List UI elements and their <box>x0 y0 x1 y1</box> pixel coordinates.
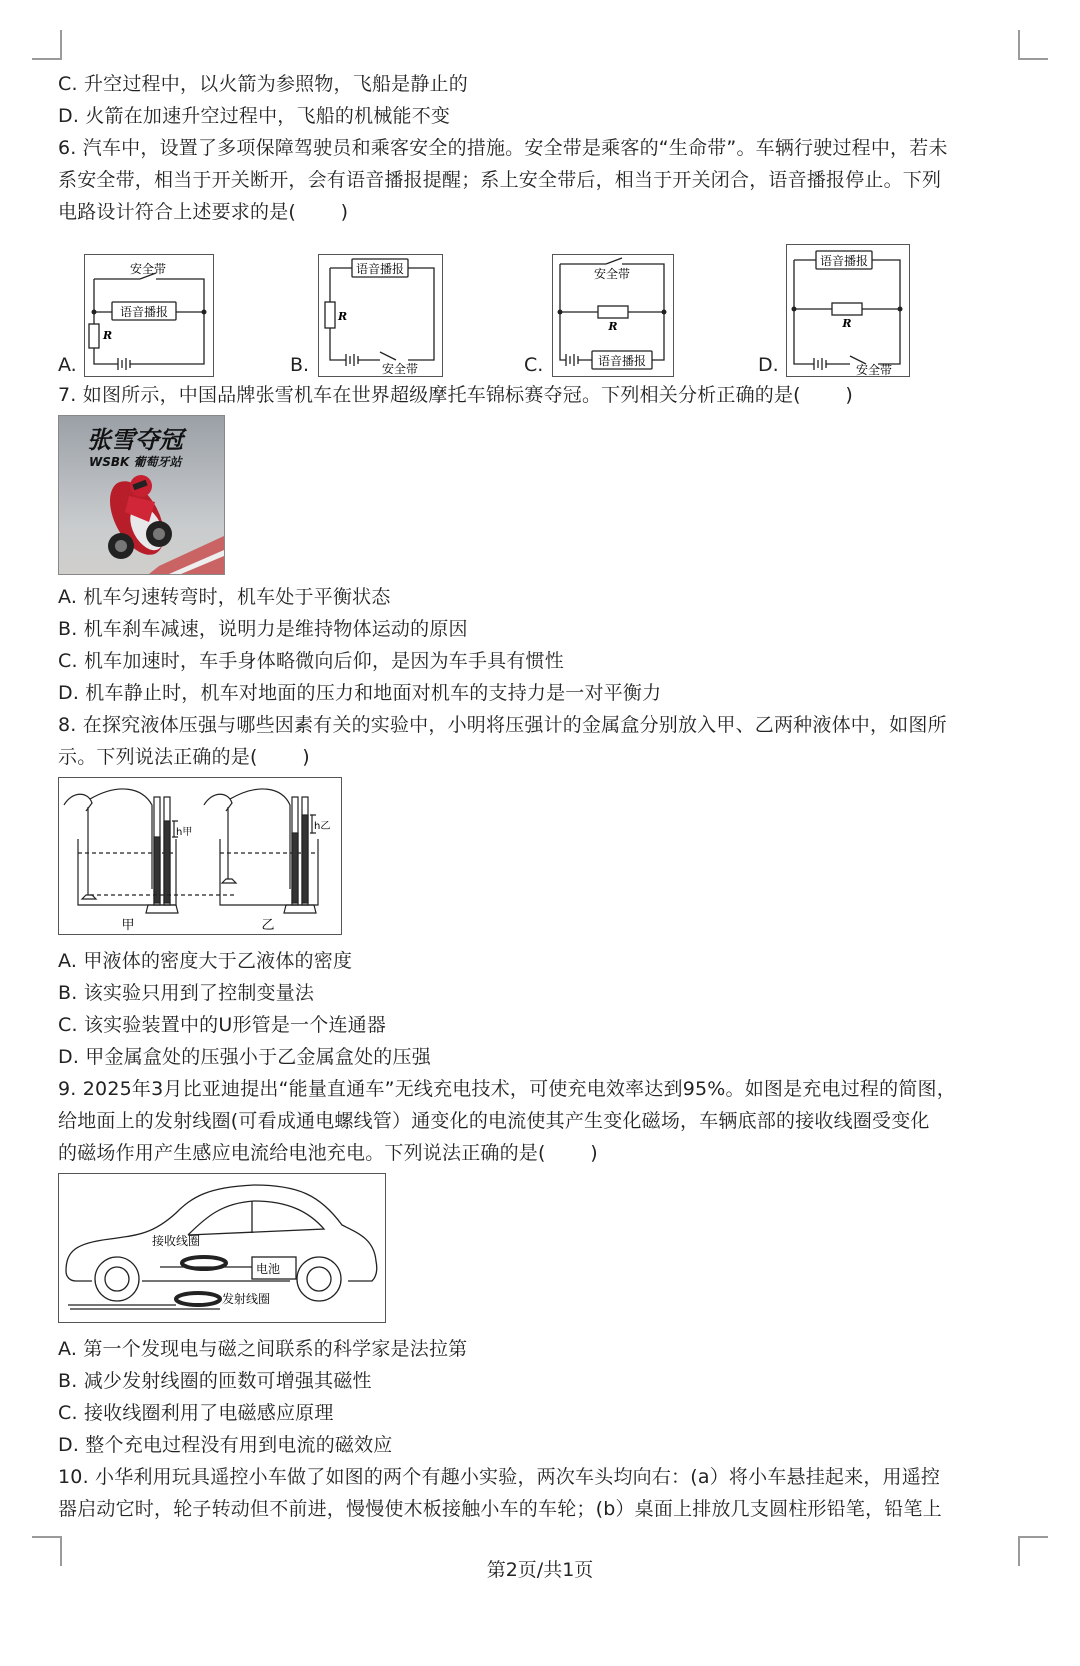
q9-option-d: D. 整个充电过程没有用到电流的磁效应 <box>58 1434 393 1456</box>
resistor-label-c: R <box>608 320 618 333</box>
circuit-option-a <box>58 234 218 377</box>
receiver-coil-label: 接收线圈 <box>152 1234 201 1248</box>
page-footer: 第2页/共1页 <box>486 1559 594 1581</box>
option-b-label: B. <box>290 354 310 376</box>
q9-figure <box>58 1173 1048 1327</box>
q9-option-c: C. 接收线圈利用了电磁感应原理 <box>58 1402 334 1424</box>
h-right-label: h乙 <box>314 821 331 832</box>
option-c-label: C. <box>524 354 544 376</box>
photo-subtitle: WSBK 葡萄牙站 <box>89 455 182 469</box>
q9-stem-line-3: 的磁场作用产生感应电流给电池充电。下列说法正确的是( ) <box>58 1142 598 1164</box>
q5-option-d: D. 火箭在加速升空过程中，飞船的机械能不变 <box>58 105 451 127</box>
option-d-label: D. <box>758 354 779 376</box>
option-a-label: A. <box>58 354 77 376</box>
seatbelt-label-c: 安全带 <box>593 267 631 281</box>
q6-stem-line-3: 电路设计符合上述要求的是( ) <box>58 201 349 223</box>
q8-option-d: D. 甲金属盒处的压强小于乙金属盒处的压强 <box>58 1046 431 1068</box>
q7-option-c: C. 机车加速时，车手身体略微向后仰，是因为车手具有惯性 <box>58 650 564 672</box>
q6-stem-line-1: 6. 汽车中，设置了多项保障驾驶员和乘客安全的措施。安全带是乘客的“生命带”。车辆行驶过程中，若未 <box>58 137 948 159</box>
q8-option-a: A. 甲液体的密度大于乙液体的密度 <box>58 950 353 972</box>
motorcycle-rider-icon <box>59 416 224 574</box>
circuit-c-diagram <box>552 254 674 377</box>
q6-stem-line-2: 系安全带，相当于开关断开，会有语音播报提醒；系上安全带后，相当于开关闭合，语音播报停止。下列 <box>58 169 942 191</box>
crop-mark-top-left <box>32 30 62 60</box>
q7-option-b: B. 机车刹车减速，说明力是维持物体运动的原因 <box>58 618 468 640</box>
voice-label-b: 语音播报 <box>355 262 405 276</box>
battery-label: 电池 <box>256 1262 281 1276</box>
transmitter-coil-label: 发射线圈 <box>222 1292 271 1306</box>
seatbelt-label-a: 安全带 <box>129 262 167 276</box>
q8-stem-line-1: 8. 在探究液体压强与哪些因素有关的实验中，小明将压强计的金属盒分别放入甲、乙两种液体中，如图所 <box>58 714 947 736</box>
q5-option-c: C. 升空过程中，以火箭为参照物，飞船是静止的 <box>58 73 468 95</box>
q7-option-a: A. 机车匀速转弯时，机车处于平衡状态 <box>58 586 391 608</box>
q8-option-b: B. 该实验只用到了控制变量法 <box>58 982 315 1004</box>
motorcycle-photo <box>58 415 225 575</box>
liquid-b-label: 乙 <box>261 918 275 933</box>
voice-label-d: 语音播报 <box>819 254 869 268</box>
q9-stem-line-1: 9. 2025年3月比亚迪提出“能量直通车”无线充电技术，可使充电效率达到95%。如图是充电过程的简图， <box>58 1078 956 1100</box>
resistor-label-b: R <box>338 310 348 323</box>
seatbelt-label-d: 安全带 <box>855 363 893 377</box>
q7-figure <box>58 415 1048 575</box>
resistor-label-d: R <box>842 317 852 330</box>
q7-option-d: D. 机车静止时，机车对地面的压力和地面对机车的支持力是一对平衡力 <box>58 682 662 704</box>
crop-mark-top-right <box>1018 30 1048 60</box>
circuit-option-b <box>290 234 450 377</box>
q9-option-b: B. 减少发射线圈的匝数可增强其磁性 <box>58 1370 372 1392</box>
exam-page-content <box>58 68 1048 1525</box>
circuit-d-diagram <box>786 244 910 377</box>
circuit-a-diagram <box>84 254 214 377</box>
q7-stem: 7. 如图所示，中国品牌张雪机车在世界超级摩托车锦标赛夺冠。下列相关分析正确的是( ) <box>58 384 854 406</box>
q10-stem-line-2: 器启动它时，轮子转动但不前进，慢慢使木板接触小车的车轮；(b）桌面上排放几支圆柱形铅笔，铅笔上 <box>58 1498 942 1520</box>
resistor-label-a: R <box>103 329 113 342</box>
liquid-a-label: 甲 <box>121 918 135 933</box>
pressure-gauge-diagram <box>58 777 342 935</box>
circuit-b-diagram <box>318 254 443 377</box>
voice-label-a: 语音播报 <box>119 305 169 319</box>
q8-stem-line-2: 示。下列说法正确的是( ) <box>58 746 310 768</box>
q9-option-a: A. 第一个发现电与磁之间联系的科学家是法拉第 <box>58 1338 468 1360</box>
wireless-charging-car-diagram <box>58 1173 386 1323</box>
h-left-label: h甲 <box>176 827 193 838</box>
q8-figure <box>58 777 1048 939</box>
seatbelt-label-b: 安全带 <box>381 362 419 376</box>
q10-stem-line-1: 10. 小华利用玩具遥控小车做了如图的两个有趣小实验，两次车头均向右：(a）将小车悬挂起来，用遥控 <box>58 1466 941 1488</box>
voice-label-c: 语音播报 <box>597 354 647 368</box>
q8-option-c: C. 该实验装置中的U形管是一个连通器 <box>58 1014 387 1036</box>
circuit-option-c <box>524 234 684 377</box>
q9-stem-line-2: 给地面上的发射线圈(可看成通电螺线管）通变化的电流使其产生变化磁场，车辆底部的接收线圈受变化 <box>58 1110 930 1132</box>
q6-circuit-options <box>58 234 1048 377</box>
circuit-option-d <box>758 234 918 377</box>
photo-title: 张雪夺冠 <box>87 426 183 454</box>
